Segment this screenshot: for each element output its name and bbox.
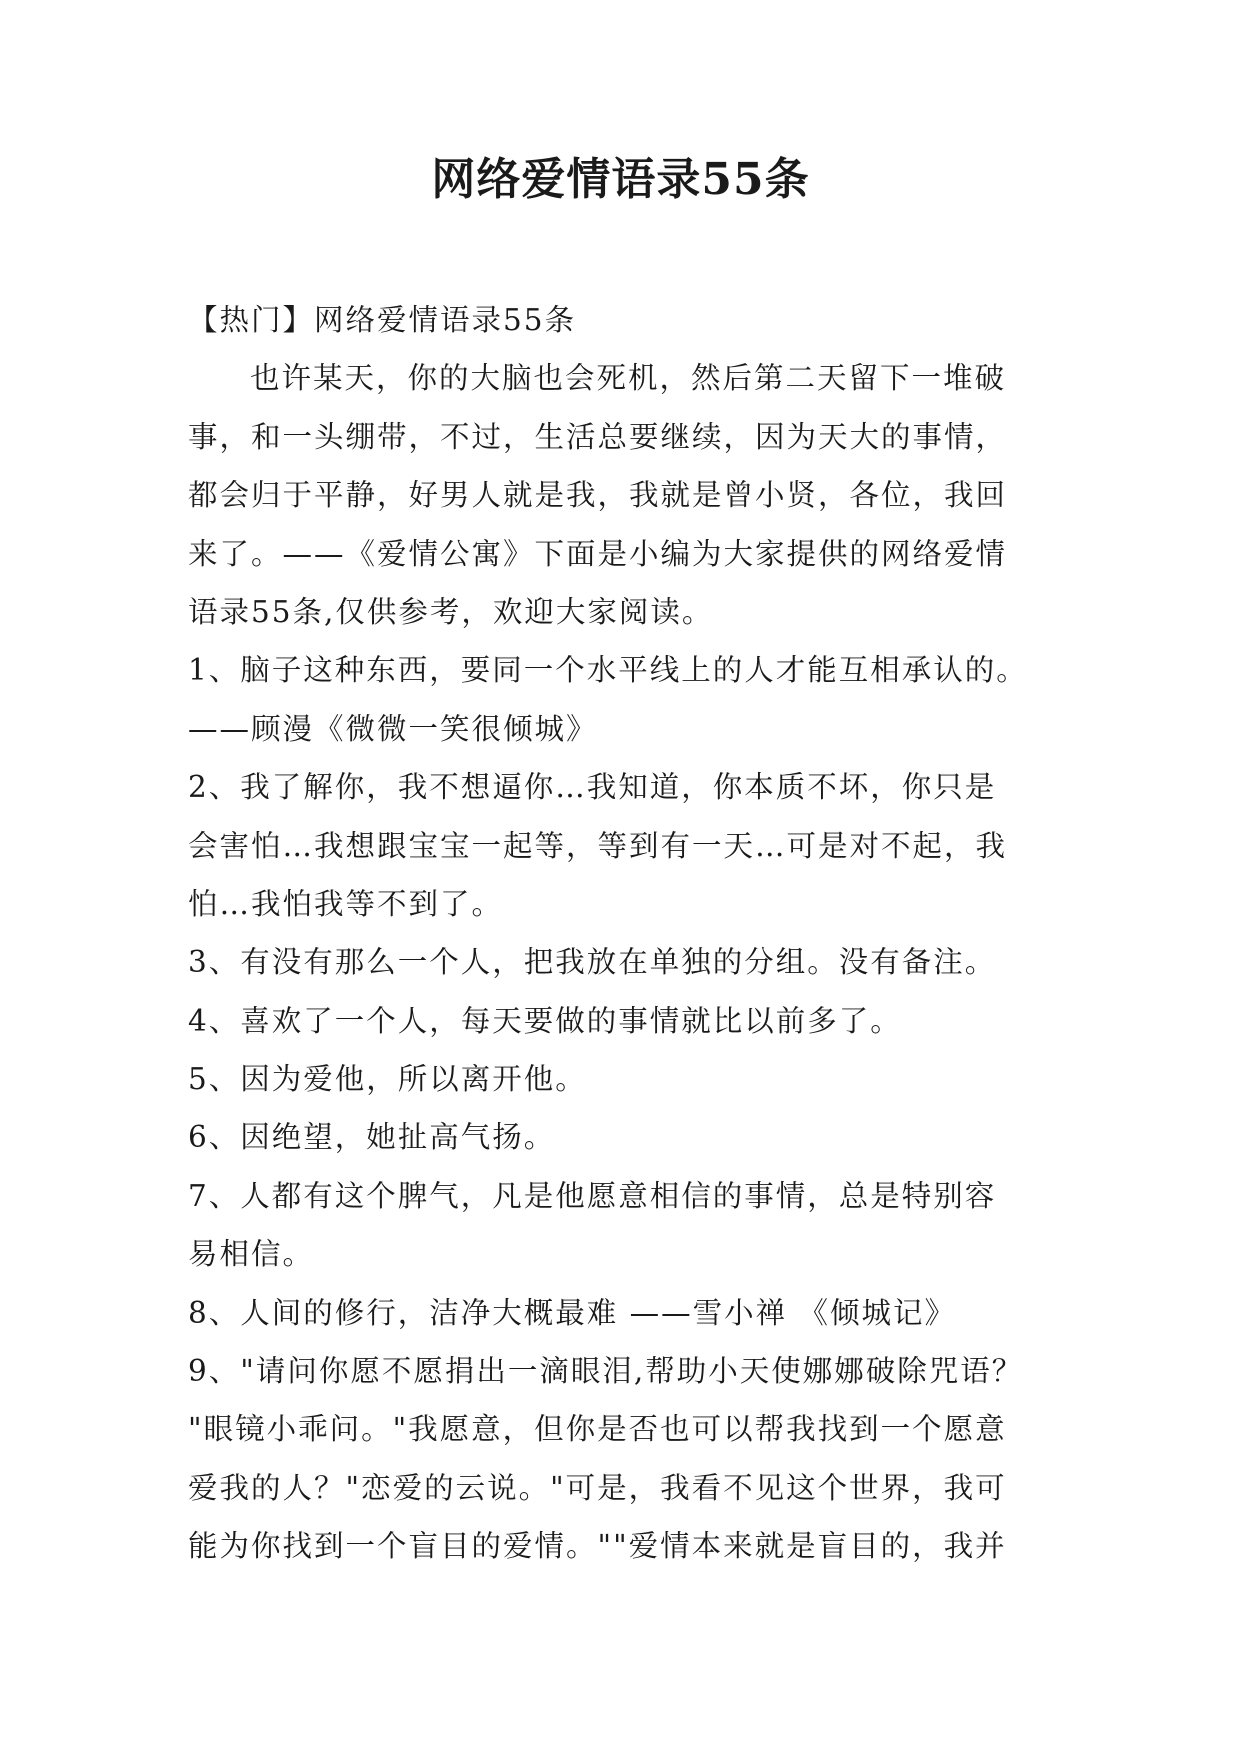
quote-item-line: 怕…我怕我等不到了。 (188, 886, 504, 921)
quote-item-line: ——顾漫《微微一笑很倾城》 (188, 711, 598, 746)
quote-item-line: 4、喜欢了一个人，每天要做的事情就比以前多了。 (188, 1003, 902, 1038)
quote-item-line: 9、"请问你愿不愿捐出一滴眼泪,帮助小天使娜娜破除咒语？ (188, 1354, 1024, 1389)
quote-item-line: 8、人间的修行，洁净大概最难 ——雪小禅 《倾城记》 (188, 1295, 957, 1330)
document-body (188, 291, 1053, 1576)
quote-item-line: 6、因绝望，她扯高气扬。 (188, 1120, 556, 1155)
quote-item-line: 2、我了解你，我不想逼你…我知道，你本质不坏，你只是 (188, 770, 997, 805)
intro-paragraph-line: 来了。——《爱情公寓》下面是小编为大家提供的网络爱情 (188, 536, 1008, 571)
intro-paragraph-line: 语录55条,仅供参考，欢迎大家阅读。 (188, 594, 714, 629)
quote-item-line: 会害怕…我想跟宝宝一起等，等到有一天…可是对不起，我 (188, 828, 1008, 863)
quote-item-line: 7、人都有这个脾气，凡是他愿意相信的事情，总是特别容 (188, 1178, 997, 1213)
quote-item-line: 1、脑子这种东西，要同一个水平线上的人才能互相承认的。 (188, 653, 1028, 688)
quote-item-line: 能为你找到一个盲目的爱情。""爱情本来就是盲目的，我并 (188, 1529, 1007, 1564)
quote-item-line: 易相信。 (188, 1237, 315, 1272)
document-title: 网络爱情语录55条 (431, 154, 810, 205)
subtitle-line: 【热门】网络爱情语录55条 (188, 303, 577, 337)
intro-paragraph-line: 事，和一头绷带，不过，生活总要继续，因为天大的事情， (188, 419, 1008, 454)
intro-paragraph-line: 也许某天，你的大脑也会死机，然后第二天留下一堆破 (250, 361, 1007, 396)
quote-item-line: 3、有没有那么一个人，把我放在单独的分组。没有备注。 (188, 945, 997, 980)
quote-item-line: 爱我的人？"恋爱的云说。"可是，我看不见这个世界，我可 (188, 1470, 1007, 1505)
quote-item-line: 5、因为爱他，所以离开他。 (188, 1062, 587, 1097)
quote-item-line: "眼镜小乖问。"我愿意，但你是否也可以帮我找到一个愿意 (188, 1412, 1007, 1447)
intro-paragraph-line: 都会归于平静，好男人就是我，我就是曾小贤，各位，我回 (188, 478, 1008, 513)
